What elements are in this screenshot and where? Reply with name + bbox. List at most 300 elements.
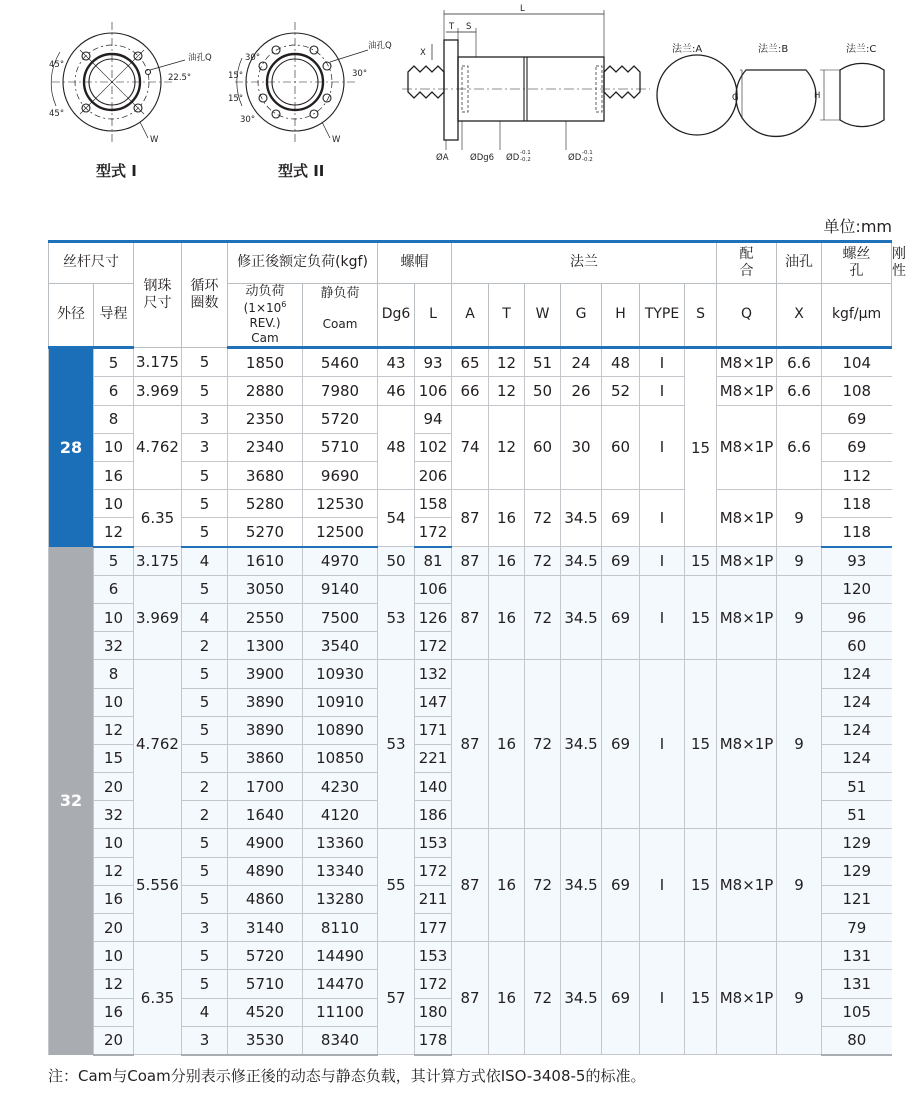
- cell-type: I: [640, 348, 685, 377]
- th-screw-size: 丝杆尺寸: [49, 242, 134, 284]
- th-h: H: [602, 284, 640, 348]
- cell-h: 48: [602, 348, 640, 377]
- cell-ball: 4.762: [134, 405, 182, 490]
- cell-type: I: [640, 377, 685, 405]
- cell-lead: 20: [94, 914, 134, 942]
- cell-t: 12: [489, 405, 525, 490]
- cell-stiffness: 131: [822, 970, 892, 998]
- cell-w: 72: [525, 660, 561, 829]
- cell-w: 72: [525, 575, 561, 660]
- table-row: [49, 829, 892, 857]
- cell-w: 72: [525, 829, 561, 942]
- cell-g: 34.5: [561, 547, 602, 576]
- cell-stiffness: 108: [822, 377, 892, 405]
- cell-lead: 20: [94, 773, 134, 801]
- cell-l: 81: [415, 547, 452, 576]
- cell-coam: 12530: [303, 490, 378, 518]
- th-a: A: [452, 284, 489, 348]
- cell-a: 87: [452, 547, 489, 576]
- type1-angle-a: 45°: [49, 60, 65, 70]
- cell-stiffness: 60: [822, 632, 892, 660]
- cell-coam: 5460: [303, 348, 378, 377]
- cell-l: 153: [415, 829, 452, 857]
- th-dynamic-load: 动负荷 ($1\times 10^6$ REV.) Cam: [228, 284, 303, 348]
- cell-w: 72: [525, 942, 561, 1055]
- cell-lead: 32: [94, 632, 134, 660]
- cell-w: 50: [525, 377, 561, 405]
- cell-q: M8×1P: [717, 547, 777, 576]
- th-oil-hole: 油孔: [777, 242, 822, 284]
- cell-l: 140: [415, 773, 452, 801]
- cell-turns: 3: [182, 405, 228, 433]
- cell-x: 6.6: [777, 405, 822, 490]
- side-dg6: ØDg6: [470, 153, 495, 163]
- th-turns: 循环 圈数: [182, 242, 228, 348]
- flange-g-label: G: [732, 93, 739, 103]
- table-row: [49, 348, 892, 377]
- cell-l: 172: [415, 857, 452, 885]
- group-28: [49, 348, 892, 547]
- cell-coam: 7500: [303, 603, 378, 631]
- type2-angle-c: 30°: [245, 53, 261, 63]
- cell-turns: 5: [182, 970, 228, 998]
- cell-s: 15: [685, 348, 717, 547]
- th-x: X: [777, 284, 822, 348]
- cell-l: 221: [415, 744, 452, 772]
- cell-cam: 3860: [228, 744, 303, 772]
- cell-stiffness: 96: [822, 603, 892, 631]
- cell-x: 6.6: [777, 377, 822, 405]
- cell-coam: 14490: [303, 942, 378, 970]
- cell-stiffness: 121: [822, 885, 892, 913]
- cell-h: 52: [602, 377, 640, 405]
- cell-h: 69: [602, 660, 640, 829]
- th-q: Q: [717, 284, 777, 348]
- cell-a: 87: [452, 829, 489, 942]
- cell-ball: 6.35: [134, 942, 182, 1055]
- cell-dg6: 55: [378, 829, 415, 942]
- cell-x: 6.6: [777, 348, 822, 377]
- cell-stiffness: 104: [822, 348, 892, 377]
- cell-turns: 5: [182, 575, 228, 603]
- cell-w: 60: [525, 405, 561, 490]
- cell-coam: 13280: [303, 885, 378, 913]
- cell-cam: 1610: [228, 547, 303, 576]
- cell-turns: 5: [182, 377, 228, 405]
- cell-coam: 10910: [303, 688, 378, 716]
- cell-dg6: 43: [378, 348, 415, 377]
- side-d1-tol-top: -0.1: [520, 150, 531, 156]
- cell-turns: 5: [182, 885, 228, 913]
- cell-turns: 3: [182, 1026, 228, 1055]
- cell-g: 34.5: [561, 490, 602, 547]
- cell-cam: 5270: [228, 518, 303, 547]
- cell-lead: 32: [94, 801, 134, 829]
- cell-dg6: 53: [378, 575, 415, 660]
- cell-x: 9: [777, 490, 822, 547]
- cell-w: 72: [525, 547, 561, 576]
- cell-lead: 16: [94, 885, 134, 913]
- th-od: 外径: [49, 284, 94, 348]
- cell-type: I: [640, 942, 685, 1055]
- table-row: [49, 942, 892, 970]
- cell-a: 65: [452, 348, 489, 377]
- cell-coam: 10890: [303, 716, 378, 744]
- table-row: [49, 405, 892, 433]
- cell-l: 171: [415, 716, 452, 744]
- cell-coam: 5720: [303, 405, 378, 433]
- cell-cam: 3050: [228, 575, 303, 603]
- cell-coam: 9690: [303, 462, 378, 490]
- spec-table: 丝杆尺寸 钢珠 尺寸 循环 圈数 修正後额定负荷(kgf) 螺帽 法兰 配 合 油孔 螺丝 孔 刚性 外径 导程 动负荷 ($1\times 10^6$ REV.) Cam 静负荷 Coam Dg6 L A T W G H TYPE S Q X kgf/μm 28 5 3.175 5 1850 5460 43 93 65 12 51 24 48 I 15 M8×1P 6.6 104 6 3.969 5 2880 7980 46 106 66 12 50 26 52 I M8×1P 6.6 108 8 4.762 3 2350 5720 48 94 74 12 60 30 60 I M8×1P 6.6 69 10 3 2340 5710 102 69 16 5 3680 9690 206 112 10 6.35 5 5280 12530 54 158 87 16 72 34.5 69 I M8×1P 9 118 12 5 5270 12500 172 118 32 5 3.175 4 1610 4970 50 81 87 16 72 34.5 69 I 15 M8×1P 9 93 6 3.969 5 3050 9140 53 106 87 16 72 34.5 69 I 15 M8×1P 9 120 10 4 2550 7500 126 96 32 2 1300 3540 172 60 8 4.762 5 3900 10930 53 132 87 16 72 34.5 69 I 15 M8×1P 9 124 10 5 3890 10910 147 124 12 5 3890 10890 171 124 15 5 3860 10850 221 124 20 2 1700 4230 140 51 32 2 1640 4120 186 51 10 5.556 5 4900 13360 55 153 87 16 72 34.5 69 I 15 M8×1P 9 129 12 5 4890 13340 172 129 16 5 4860 13280 211 121 20 3 3140 8110 177 79 10 6.35 5 5720 14490 57 153 87 16 72 34.5 69 I 15 M8×1P 9 131 12 5 5710 14470 172 131 16 4 4520 11100 180 105 20 3 3530 8340 178 80: [48, 240, 892, 1056]
- cell-l: 106: [415, 377, 452, 405]
- cell-g: 26: [561, 377, 602, 405]
- th-t: T: [489, 284, 525, 348]
- cell-cam: 2550: [228, 603, 303, 631]
- cell-lead: 10: [94, 603, 134, 631]
- cell-type: I: [640, 490, 685, 547]
- cell-type: I: [640, 547, 685, 576]
- table-row: [49, 377, 892, 405]
- cell-cam: 3890: [228, 688, 303, 716]
- cell-w: 72: [525, 490, 561, 547]
- cell-type: I: [640, 660, 685, 829]
- cell-turns: 5: [182, 716, 228, 744]
- cell-q: M8×1P: [717, 660, 777, 829]
- cell-coam: 5710: [303, 433, 378, 461]
- cell-cam: 5710: [228, 970, 303, 998]
- cell-stiffness: 124: [822, 688, 892, 716]
- cell-h: 69: [602, 490, 640, 547]
- type2-oil-hole: 油孔Q: [368, 41, 392, 51]
- table-row: [49, 575, 892, 603]
- cell-stiffness: 105: [822, 998, 892, 1026]
- cell-coam: 4120: [303, 801, 378, 829]
- cell-x: 9: [777, 942, 822, 1055]
- cell-cam: 4520: [228, 998, 303, 1026]
- cell-a: 87: [452, 490, 489, 547]
- cell-h: 69: [602, 575, 640, 660]
- cell-turns: 2: [182, 632, 228, 660]
- th-bolt: 螺丝 孔: [822, 242, 892, 284]
- type1-flange-drawing: [51, 22, 185, 142]
- th-static-load: 静负荷 Coam: [303, 284, 378, 348]
- cell-s: 15: [685, 660, 717, 829]
- cell-ball: 4.762: [134, 660, 182, 829]
- cell-stiffness: 80: [822, 1026, 892, 1055]
- th-load: 修正後额定负荷(kgf): [228, 242, 378, 284]
- type2-angle-d: 30°: [352, 69, 368, 79]
- side-d2: ØD: [568, 153, 582, 163]
- cell-turns: 2: [182, 773, 228, 801]
- cell-turns: 4: [182, 603, 228, 631]
- cell-lead: 12: [94, 857, 134, 885]
- cell-cam: 3530: [228, 1026, 303, 1055]
- cell-type: I: [640, 575, 685, 660]
- cell-l: 206: [415, 462, 452, 490]
- cell-lead: 10: [94, 942, 134, 970]
- type1-angle-c: 22.5°: [168, 73, 192, 83]
- cell-cam: 1640: [228, 801, 303, 829]
- cell-l: 186: [415, 801, 452, 829]
- cell-stiffness: 112: [822, 462, 892, 490]
- cell-stiffness: 129: [822, 857, 892, 885]
- table-row: [49, 660, 892, 688]
- cell-dg6: 46: [378, 377, 415, 405]
- cell-turns: 5: [182, 744, 228, 772]
- th-flange: 法兰: [452, 242, 717, 284]
- cell-t: 16: [489, 660, 525, 829]
- cell-t: 16: [489, 942, 525, 1055]
- cell-coam: 14470: [303, 970, 378, 998]
- cell-turns: 5: [182, 490, 228, 518]
- cell-dg6: 50: [378, 547, 415, 576]
- cell-cam: 2340: [228, 433, 303, 461]
- flange-a-label: 法兰:A: [672, 44, 703, 55]
- cell-turns: 2: [182, 801, 228, 829]
- cell-dg6: 53: [378, 660, 415, 829]
- cell-l: 93: [415, 348, 452, 377]
- cell-cam: 4890: [228, 857, 303, 885]
- cell-coam: 11100: [303, 998, 378, 1026]
- cell-g: 34.5: [561, 829, 602, 942]
- type1-oil-hole: 油孔Q: [188, 53, 212, 63]
- cell-coam: 4970: [303, 547, 378, 576]
- cell-lead: 5: [94, 547, 134, 576]
- flange-b-label: 法兰:B: [758, 44, 789, 55]
- cell-cam: 2350: [228, 405, 303, 433]
- cell-stiffness: 79: [822, 914, 892, 942]
- cell-q: M8×1P: [717, 829, 777, 942]
- th-lead: 导程: [94, 284, 134, 348]
- cell-l: 172: [415, 518, 452, 547]
- cell-lead: 5: [94, 348, 134, 377]
- cell-lead: 6: [94, 575, 134, 603]
- cell-h: 69: [602, 547, 640, 576]
- cell-stiffness: 118: [822, 518, 892, 547]
- cell-stiffness: 124: [822, 716, 892, 744]
- cell-cam: 3140: [228, 914, 303, 942]
- cell-cam: 3680: [228, 462, 303, 490]
- cell-l: 102: [415, 433, 452, 461]
- cell-g: 34.5: [561, 575, 602, 660]
- cell-stiffness: 120: [822, 575, 892, 603]
- side-l: L: [520, 4, 525, 14]
- cell-h: 69: [602, 942, 640, 1055]
- table-row: [49, 547, 892, 576]
- cell-ball: 3.969: [134, 575, 182, 660]
- cell-l: 180: [415, 998, 452, 1026]
- cell-stiffness: 69: [822, 433, 892, 461]
- cell-x: 9: [777, 829, 822, 942]
- cell-h: 60: [602, 405, 640, 490]
- cell-ball: 6.35: [134, 490, 182, 547]
- cell-g: 34.5: [561, 942, 602, 1055]
- cell-g: 34.5: [561, 660, 602, 829]
- group-32: [49, 547, 892, 1055]
- flange-c-label: 法兰:C: [846, 44, 877, 55]
- cell-lead: 15: [94, 744, 134, 772]
- od-32: 32: [49, 547, 94, 1055]
- cell-turns: 5: [182, 462, 228, 490]
- cell-a: 87: [452, 575, 489, 660]
- cell-h: 69: [602, 829, 640, 942]
- table-row: [49, 490, 892, 518]
- cell-coam: 3540: [303, 632, 378, 660]
- cell-s: 15: [685, 942, 717, 1055]
- cell-lead: 16: [94, 998, 134, 1026]
- cell-coam: 8110: [303, 914, 378, 942]
- cell-dg6: 57: [378, 942, 415, 1055]
- cell-lead: 10: [94, 433, 134, 461]
- type2-w: W: [332, 135, 341, 145]
- cell-t: 12: [489, 348, 525, 377]
- cell-cam: 3890: [228, 716, 303, 744]
- cell-ball: 3.175: [134, 547, 182, 576]
- cell-a: 74: [452, 405, 489, 490]
- cell-coam: 7980: [303, 377, 378, 405]
- cell-q: M8×1P: [717, 348, 777, 377]
- cell-type: I: [640, 405, 685, 490]
- cell-ball: 5.556: [134, 829, 182, 942]
- th-type: TYPE: [640, 284, 685, 348]
- cell-dg6: 48: [378, 405, 415, 490]
- cell-l: 126: [415, 603, 452, 631]
- side-d1: ØD: [506, 153, 520, 163]
- flange-h-label: H: [814, 91, 821, 101]
- cell-s: 15: [685, 829, 717, 942]
- cell-t: 16: [489, 490, 525, 547]
- cell-coam: 13360: [303, 829, 378, 857]
- cell-stiffness: 93: [822, 547, 892, 576]
- cell-l: 172: [415, 632, 452, 660]
- footnote: 注：Cam与Coam分别表示修正後的动态与静态负载，其计算方式依ISO-3408-5的标准。: [48, 1067, 646, 1085]
- side-t: T: [449, 22, 455, 32]
- cell-turns: 3: [182, 433, 228, 461]
- cell-stiffness: 51: [822, 801, 892, 829]
- cell-l: 178: [415, 1026, 452, 1055]
- cell-type: I: [640, 829, 685, 942]
- cell-l: 147: [415, 688, 452, 716]
- cell-cam: 1300: [228, 632, 303, 660]
- cell-l: 158: [415, 490, 452, 518]
- cell-turns: 5: [182, 942, 228, 970]
- cell-turns: 5: [182, 660, 228, 688]
- cell-coam: 8340: [303, 1026, 378, 1055]
- cell-g: 30: [561, 405, 602, 490]
- side-d1-tol-bot: -0.2: [520, 157, 531, 163]
- th-nut: 螺帽: [378, 242, 452, 284]
- cell-t: 16: [489, 547, 525, 576]
- cell-coam: 13340: [303, 857, 378, 885]
- cell-l: 211: [415, 885, 452, 913]
- cell-l: 153: [415, 942, 452, 970]
- cell-x: 9: [777, 547, 822, 576]
- cell-coam: 10930: [303, 660, 378, 688]
- cell-stiffness: 69: [822, 405, 892, 433]
- cell-cam: 1850: [228, 348, 303, 377]
- cell-a: 87: [452, 942, 489, 1055]
- side-x: X: [420, 48, 426, 58]
- cell-l: 172: [415, 970, 452, 998]
- cell-turns: 5: [182, 518, 228, 547]
- cell-coam: 9140: [303, 575, 378, 603]
- cell-lead: 20: [94, 1026, 134, 1055]
- cell-s: 15: [685, 547, 717, 576]
- cell-q: M8×1P: [717, 377, 777, 405]
- cell-turns: 5: [182, 348, 228, 377]
- cell-turns: 5: [182, 829, 228, 857]
- cell-cam: 1700: [228, 773, 303, 801]
- cell-stiffness: 131: [822, 942, 892, 970]
- cell-turns: 4: [182, 547, 228, 576]
- cell-lead: 10: [94, 688, 134, 716]
- side-view-drawing: [402, 10, 650, 150]
- cell-a: 66: [452, 377, 489, 405]
- cell-ball: 3.175: [134, 348, 182, 377]
- cell-dg6: 54: [378, 490, 415, 547]
- cell-lead: 16: [94, 462, 134, 490]
- cell-t: 12: [489, 377, 525, 405]
- side-a: ØA: [436, 153, 449, 163]
- cell-ball: 3.969: [134, 377, 182, 405]
- type1-label: 型式 I: [96, 162, 137, 180]
- cell-cam: 4860: [228, 885, 303, 913]
- cell-stiffness: 129: [822, 829, 892, 857]
- side-s: S: [466, 22, 472, 32]
- cell-l: 132: [415, 660, 452, 688]
- cell-stiffness: 124: [822, 660, 892, 688]
- th-s: S: [685, 284, 717, 348]
- cell-q: M8×1P: [717, 405, 777, 490]
- cell-turns: 4: [182, 998, 228, 1026]
- unit-label: 单位:mm: [823, 217, 892, 236]
- cell-q: M8×1P: [717, 575, 777, 660]
- cell-coam: 10850: [303, 744, 378, 772]
- cell-turns: 3: [182, 914, 228, 942]
- cell-l: 177: [415, 914, 452, 942]
- cell-w: 51: [525, 348, 561, 377]
- cell-lead: 12: [94, 716, 134, 744]
- cell-turns: 5: [182, 857, 228, 885]
- cell-lead: 8: [94, 660, 134, 688]
- side-d2-tol-top: -0.1: [582, 150, 593, 156]
- cell-cam: 5720: [228, 942, 303, 970]
- cell-lead: 8: [94, 405, 134, 433]
- flange-shapes-drawing: [657, 55, 884, 136]
- type1-w: W: [150, 135, 159, 145]
- th-fit: 配 合: [717, 242, 777, 284]
- type2-label: 型式 II: [278, 162, 325, 180]
- type2-angle-e: 30°: [240, 115, 256, 125]
- th-l: L: [415, 284, 452, 348]
- cell-s: 15: [685, 575, 717, 660]
- cell-lead: 12: [94, 970, 134, 998]
- cell-cam: 3900: [228, 660, 303, 688]
- cell-lead: 12: [94, 518, 134, 547]
- cell-x: 9: [777, 575, 822, 660]
- cell-t: 16: [489, 829, 525, 942]
- side-d2-tol-bot: -0.2: [582, 157, 593, 163]
- th-g: G: [561, 284, 602, 348]
- th-stiffness-unit: kgf/μm: [822, 284, 892, 348]
- od-28: 28: [49, 348, 94, 547]
- cell-turns: 5: [182, 688, 228, 716]
- cell-q: M8×1P: [717, 942, 777, 1055]
- cell-l: 106: [415, 575, 452, 603]
- cell-cam: 2880: [228, 377, 303, 405]
- cell-q: M8×1P: [717, 490, 777, 547]
